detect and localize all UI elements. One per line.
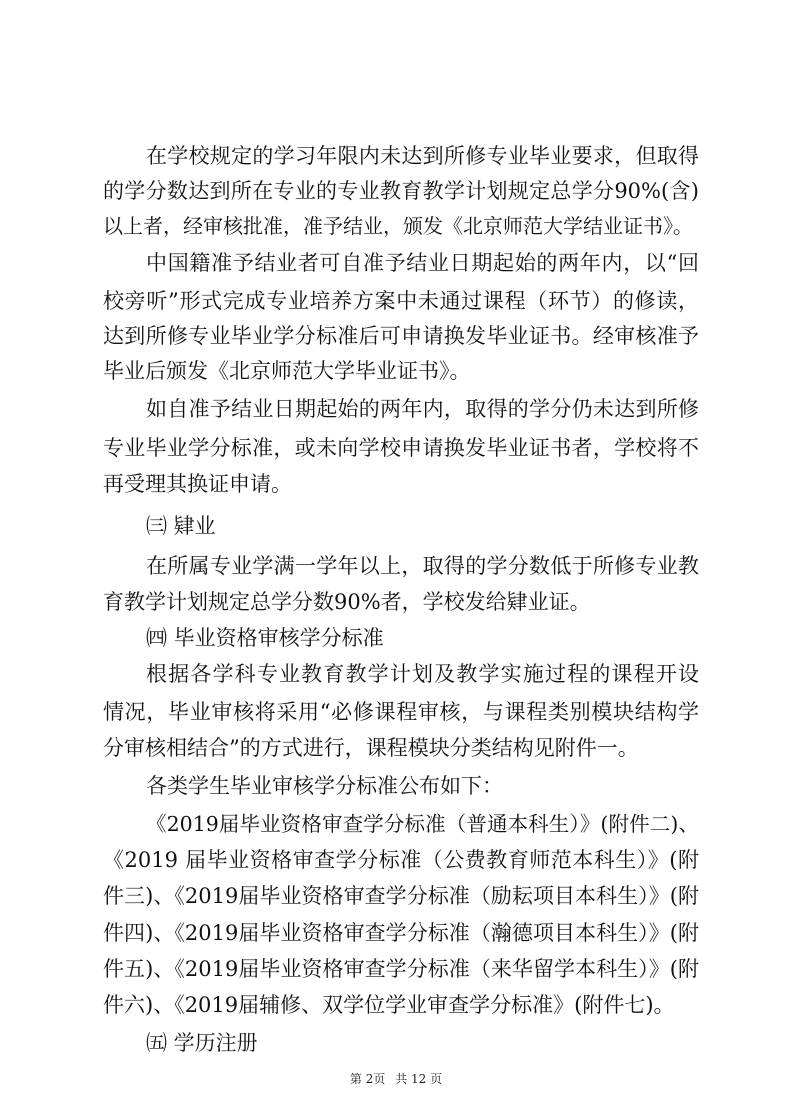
- paragraph-line: 件四)、《2019届毕业资格审查学分标准（瀚德项目本科生）》(附: [103, 921, 699, 945]
- page-total: 共 12 页: [395, 1072, 443, 1086]
- paragraph-line: 如自准予结业日期起始的两年内，取得的学分仍未达到所修: [146, 397, 699, 421]
- paragraph-line: 的学分数达到所在专业的专业教育教学计划规定总学分90%(含): [103, 179, 699, 203]
- paragraph-line: 毕业后颁发《北京师范大学毕业证书》。: [103, 359, 471, 383]
- paragraph-line: 根据各学科专业教育教学计划及教学实施过程的课程开设: [146, 662, 699, 686]
- paragraph-line: 情况，毕业审核将采用“必修课程审核，与课程类别模块结构学: [103, 700, 699, 724]
- paragraph-line: 以上者，经审核批准，准予结业，颁发《北京师范大学结业证书》。: [103, 214, 693, 238]
- paragraph-line: 分审核相结合”的方式进行，课程模块分类结构见附件一。: [103, 736, 639, 760]
- paragraph-line: 件五)、《2019届毕业资格审查学分标准（来华留学本科生）》(附: [103, 957, 699, 981]
- paragraph-line: 校旁听”形式完成专业培养方案中未通过课程（环节）的修读，: [103, 289, 699, 313]
- paragraph-line: 件三)、《2019届毕业资格审查学分标准（励耘项目本科生）》(附: [103, 884, 699, 908]
- section-heading: ㈤ 学历注册: [146, 1031, 258, 1055]
- paragraph-line: 专业毕业学分标准，或未向学校申请换发毕业证书者，学校将不: [103, 436, 699, 460]
- paragraph-line: 中国籍准予结业者可自准予结业日期起始的两年内，以“回: [146, 251, 699, 275]
- paragraph-line: 达到所修专业毕业学分标准后可申请换发毕业证书。经审核准予: [103, 324, 699, 348]
- paragraph-line: 件六)、《2019届辅修、双学位学业审查学分标准》(附件七)。: [103, 993, 675, 1017]
- paragraph-line: 在所属专业学满一学年以上，取得的学分数低于所修专业教: [146, 554, 699, 578]
- paragraph-line: 在学校规定的学习年限内未达到所修专业毕业要求，但取得: [146, 144, 699, 168]
- page-footer: [0, 1070, 792, 1088]
- paragraph-line: 《2019 届毕业资格审查学分标准（公费教育师范本科生）》(附: [103, 848, 699, 872]
- paragraph-line: 《2019届毕业资格审查学分标准（普通本科生）》(附件二)、: [146, 812, 699, 836]
- paragraph-line: 再受理其换证申请。: [103, 472, 292, 496]
- paragraph-line: 各类学生毕业审核学分标准公布如下：: [146, 774, 503, 798]
- section-heading: ㈣ 毕业资格审核学分标准: [146, 626, 384, 650]
- page-number: 第 2页: [349, 1072, 386, 1086]
- section-heading: ㈢ 肄业: [146, 514, 216, 538]
- paragraph-line: 育教学计划规定总学分数90%者，学校发给肄业证。: [103, 590, 591, 614]
